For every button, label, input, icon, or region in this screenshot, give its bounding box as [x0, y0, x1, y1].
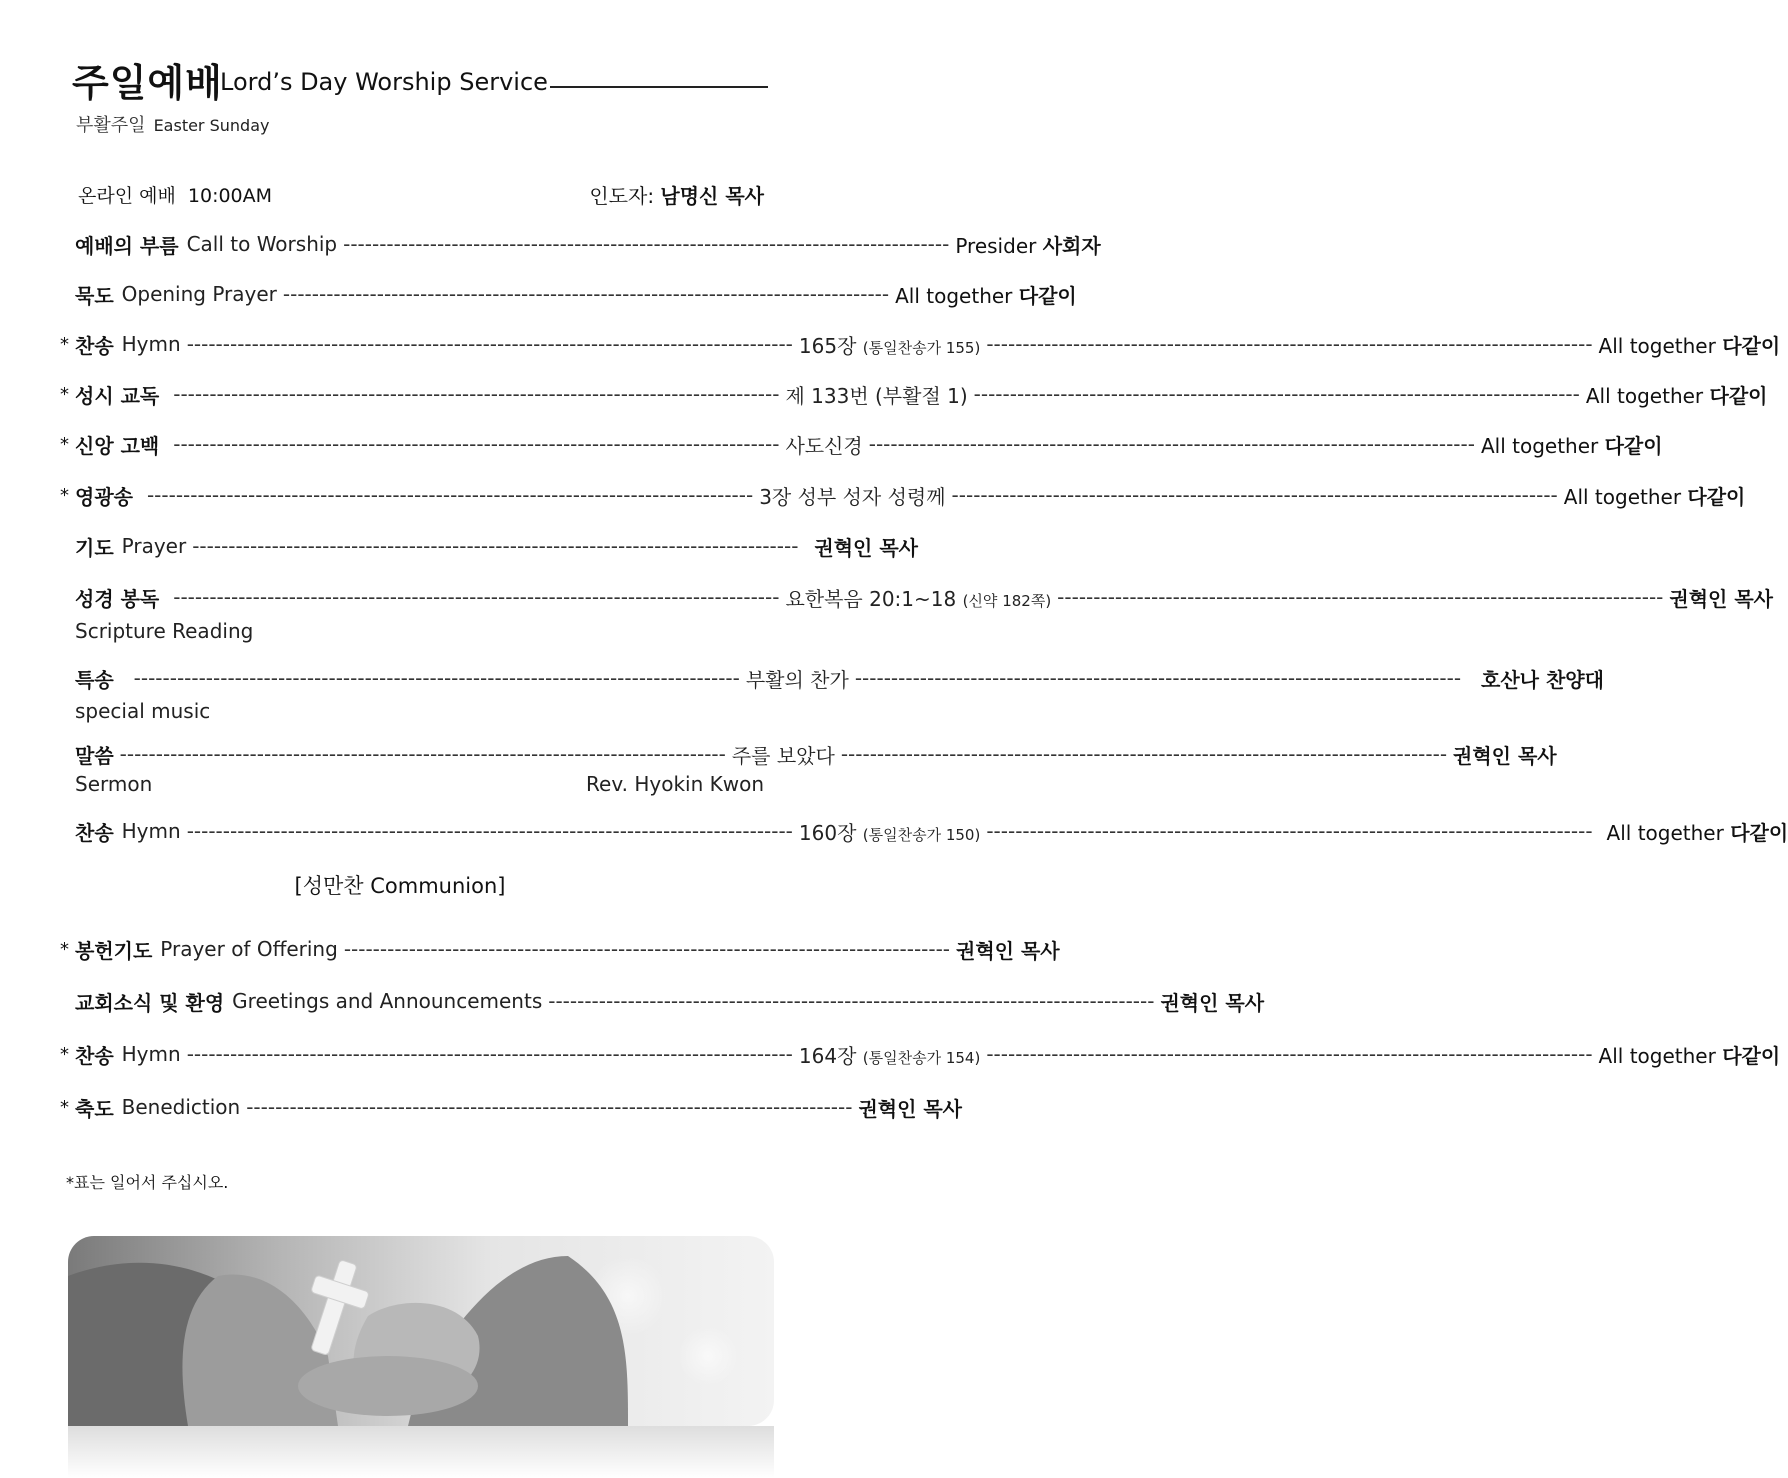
- item-title-ko: 말씀: [75, 743, 114, 768]
- item-leader: All together 다같이: [1563, 484, 1746, 509]
- list-item: [60, 479, 1746, 511]
- list-item: [60, 933, 1060, 965]
- dash-leader: ------------------------------------------------------------------------------------: [548, 989, 1155, 1013]
- item-leader: 호산나 찬양대: [1481, 667, 1604, 692]
- dash-leader: ------------------------------------------------------------------------------------: [133, 666, 740, 690]
- item-leader: 권혁인 목사: [814, 535, 918, 560]
- item-title-en: Greetings and Announcements: [232, 989, 543, 1013]
- item-leader: All together 다같이: [1480, 433, 1663, 458]
- list-item: [60, 815, 1788, 847]
- dash-leader: ------------------------------------------------------------------------------------: [840, 742, 1448, 766]
- standing-marker: *: [60, 333, 69, 355]
- item-leader: 권혁인 목사: [1669, 586, 1773, 611]
- dash-leader: ------------------------------------------------------------------------------------: [951, 483, 1558, 507]
- item-leader: 권혁인 목사: [858, 1096, 963, 1121]
- list-item: [60, 985, 1265, 1017]
- subtitle-english: Easter Sunday: [153, 116, 270, 135]
- list-item: [60, 1091, 963, 1123]
- dash-leader: ------------------------------------------------------------------------------------: [854, 666, 1462, 690]
- item-title-en: Opening Prayer: [121, 282, 277, 306]
- dash-leader: ------------------------------------------------------------------------------------: [986, 1042, 1593, 1066]
- item-leader: All together 다같이: [1585, 383, 1768, 408]
- list-item: [60, 662, 1604, 694]
- dash-leader: ------------------------------------------------------------------------------------: [186, 819, 793, 843]
- item-title-en: Hymn: [121, 332, 181, 356]
- standing-marker: *: [60, 484, 69, 506]
- item-subtitle: Scripture Reading: [75, 619, 254, 643]
- list-item: [60, 378, 1768, 410]
- item-subtitle: Sermon: [75, 772, 153, 796]
- dash-leader: ------------------------------------------------------------------------------------: [173, 585, 780, 609]
- dash-leader: ------------------------------------------------------------------------------------: [246, 1095, 853, 1119]
- item-detail: 164장 (통일찬송가 154): [798, 1043, 981, 1068]
- standing-note: *표는 일어서 주십시오.: [66, 1173, 229, 1192]
- item-title-en: Prayer: [121, 534, 187, 558]
- item-title-ko: 신앙 고백: [75, 433, 160, 458]
- item-title-ko: 봉헌기도: [75, 938, 153, 963]
- standing-marker: *: [60, 383, 69, 405]
- item-subtitle: special music: [75, 699, 211, 723]
- item-title-en: Call to Worship: [186, 232, 338, 256]
- page-title: 주일예배: [72, 61, 223, 105]
- item-detail: 제 133번 (부활절 1): [785, 383, 968, 408]
- item-leader: 권혁인 목사: [956, 938, 1060, 963]
- item-title-ko: 교회소식 및 환영: [75, 990, 225, 1015]
- item-detail: 3장 성부 성자 성령께: [759, 484, 946, 509]
- item-title-en: Prayer of Offering: [160, 937, 338, 961]
- list-item: [60, 278, 1077, 310]
- item-detail: 요한복음 20:1~18 (신약 182쪽): [785, 586, 1052, 611]
- photo-reflection: [68, 1426, 774, 1478]
- item-leader: Presider 사회자: [955, 233, 1101, 258]
- dash-leader: ------------------------------------------------------------------------------------: [186, 332, 793, 356]
- subtitle-korean: 부활주일: [76, 115, 146, 136]
- item-leader: 권혁인 목사: [1160, 990, 1265, 1015]
- list-item: [60, 581, 1773, 613]
- service-leader: [589, 180, 764, 209]
- item-title-ko: 성시 교독: [75, 383, 160, 408]
- item-title-en: Hymn: [121, 819, 181, 843]
- service-time: 온라인 예배 10:00AM: [78, 185, 273, 207]
- dash-leader: ------------------------------------------------------------------------------------: [343, 937, 951, 961]
- item-title-ko: 기도: [75, 535, 114, 560]
- standing-marker: *: [60, 1096, 69, 1118]
- dash-leader: ------------------------------------------------------------------------------------: [343, 232, 950, 256]
- standing-marker: *: [60, 433, 69, 455]
- dash-leader: ------------------------------------------------------------------------------------: [119, 742, 726, 766]
- leader-name: 남명신 목사: [660, 184, 764, 208]
- item-title-ko: 묵도: [75, 283, 114, 308]
- dash-leader: ------------------------------------------------------------------------------------: [192, 534, 799, 558]
- item-leader: All together 다같이: [895, 283, 1077, 308]
- item-title-ko: 축도: [75, 1096, 114, 1121]
- list-item: [60, 428, 1663, 460]
- dash-leader: ------------------------------------------------------------------------------------: [173, 382, 780, 406]
- standing-marker: *: [60, 938, 69, 960]
- item-detail: 부활의 찬가: [745, 667, 849, 692]
- dash-leader: ------------------------------------------------------------------------------------: [986, 332, 1593, 356]
- item-title-en: Benediction: [121, 1095, 241, 1119]
- list-item: [60, 738, 1557, 770]
- item-detail: 주를 보았다: [731, 743, 835, 768]
- item-leader: All together 다같이: [1598, 333, 1781, 358]
- item-title-ko: 영광송: [75, 484, 133, 509]
- hands-with-cross-photo: [68, 1236, 774, 1426]
- dash-leader: ------------------------------------------------------------------------------------: [986, 819, 1593, 843]
- dash-leader: ------------------------------------------------------------------------------------: [186, 1042, 793, 1066]
- item-leader: All together 다같이: [1606, 820, 1788, 845]
- item-title-ko: 찬송: [75, 333, 114, 358]
- item-title-ko: 예배의 부름: [75, 233, 179, 258]
- dash-leader: ------------------------------------------------------------------------------------: [868, 432, 1475, 456]
- list-item: [60, 328, 1781, 360]
- item-title-ko: 특송: [75, 667, 114, 692]
- leader-label: 인도자:: [589, 184, 655, 208]
- dash-leader: ------------------------------------------------------------------------------------: [1057, 585, 1664, 609]
- title-divider: [550, 86, 768, 88]
- list-item: [60, 228, 1101, 260]
- list-item: [60, 530, 918, 562]
- item-title-ko: 성경 봉독: [75, 586, 160, 611]
- dash-leader: ------------------------------------------------------------------------------------: [146, 483, 754, 507]
- dash-leader: ------------------------------------------------------------------------------------: [173, 432, 780, 456]
- list-item: [60, 1038, 1781, 1070]
- item-leader: All together 다같이: [1598, 1043, 1781, 1068]
- subtitle: [76, 111, 269, 137]
- photo-illustration: [68, 1236, 774, 1426]
- item-leader: 권혁인 목사: [1453, 743, 1557, 768]
- item-title-ko: 찬송: [75, 1043, 114, 1068]
- standing-marker: *: [60, 1043, 69, 1065]
- page-title-english: Lord’s Day Worship Service: [220, 68, 548, 96]
- preacher-name-english: Rev. Hyokin Kwon: [586, 772, 764, 796]
- communion-heading: [성만찬 Communion]: [294, 874, 506, 898]
- dash-leader: ------------------------------------------------------------------------------------: [282, 282, 890, 306]
- item-detail: 165장 (통일찬송가 155): [798, 333, 981, 358]
- item-title-ko: 찬송: [75, 820, 114, 845]
- dash-leader: ------------------------------------------------------------------------------------: [973, 382, 1580, 406]
- item-detail: 160장 (통일찬송가 150): [798, 820, 981, 845]
- item-detail: 사도신경: [785, 433, 863, 458]
- item-title-en: Hymn: [121, 1042, 181, 1066]
